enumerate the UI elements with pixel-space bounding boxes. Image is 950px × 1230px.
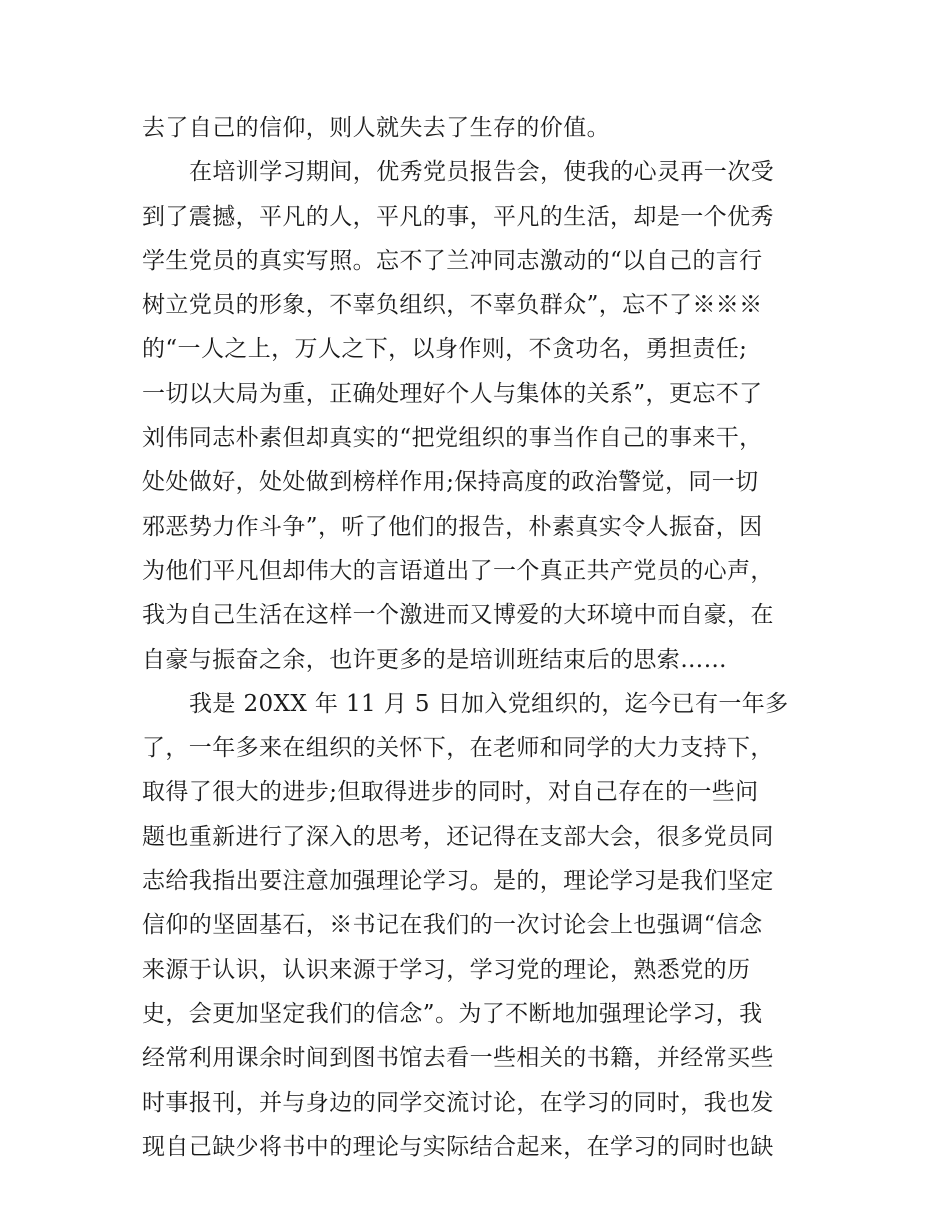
text-line: 题也重新进行了深入的思考，还记得在支部大会，很多党员同: [142, 823, 774, 850]
text-line: 取得了很大的进步;但取得进步的同时，对自己存在的一些问: [142, 779, 759, 806]
text-line: 来源于认识，认识来源于学习，学习党的理论，熟悉党的历: [142, 956, 751, 983]
text-line: 去了自己的信仰，则人就失去了生存的价值。: [142, 115, 610, 141]
text-line: 邪恶势力作斗争”，听了他们的报告，朴素真实令人振奋，因: [142, 513, 763, 540]
text-line: 学生党员的真实写照。忘不了兰冲同志激动的“以自己的言行: [142, 247, 763, 274]
text-line: 现自己缺少将书中的理论与实际结合起来，在学习的同时也缺: [142, 1133, 774, 1160]
text-line: 的“一人之上，万人之下，以身作则，不贪功名，勇担责任;: [142, 336, 748, 363]
document-body: [142, 106, 822, 1169]
text-line: 自豪与振奋之余，也许更多的是培训班结束后的思索……: [142, 646, 727, 673]
text-line: 志给我指出要注意加强理论学习。是的，理论学习是我们坚定: [142, 868, 774, 895]
paragraph-first-line: 在培训学习期间，优秀党员报告会，使我的心灵再一次受: [189, 159, 774, 186]
text-line: 了，一年多来在组织的关怀下，在老师和同学的大力支持下，: [142, 735, 774, 762]
text-line: 为他们平凡但却伟大的言语道出了一个真正共产党员的心声，: [142, 557, 774, 584]
paragraph-first-line: 我是 20XX 年 11 月 5 日加入党组织的，迄今已有一年多: [189, 690, 789, 717]
text-line: 树立党员的形象，不辜负组织，不辜负群众”，忘不了※※※: [142, 292, 763, 319]
text-line: 时事报刊，并与身边的同学交流讨论，在学习的同时，我也发: [142, 1089, 774, 1116]
text-line: 到了震撼，平凡的人，平凡的事，平凡的生活，却是一个优秀: [142, 203, 774, 230]
text-line: 一切以大局为重，正确处理好个人与集体的关系”，更忘不了: [142, 380, 763, 407]
text-line: 经常利用课余时间到图书馆去看一些相关的书籍，并经常买些: [142, 1045, 774, 1072]
text-line: 我为自己生活在这样一个激进而又博爱的大环境中而自豪，在: [142, 602, 774, 629]
text-line: 史，会更加坚定我们的信念”。为了不断地加强理论学习，我: [142, 1000, 763, 1027]
text-line: 处处做好，处处做到榜样作用;保持高度的政治警觉，同一切: [142, 469, 759, 496]
text-line: 信仰的坚固基石，※书记在我们的一次讨论会上也强调“信念: [142, 912, 763, 939]
text-line: 刘伟同志朴素但却真实的“把党组织的事当作自己的事来干，: [142, 425, 763, 452]
